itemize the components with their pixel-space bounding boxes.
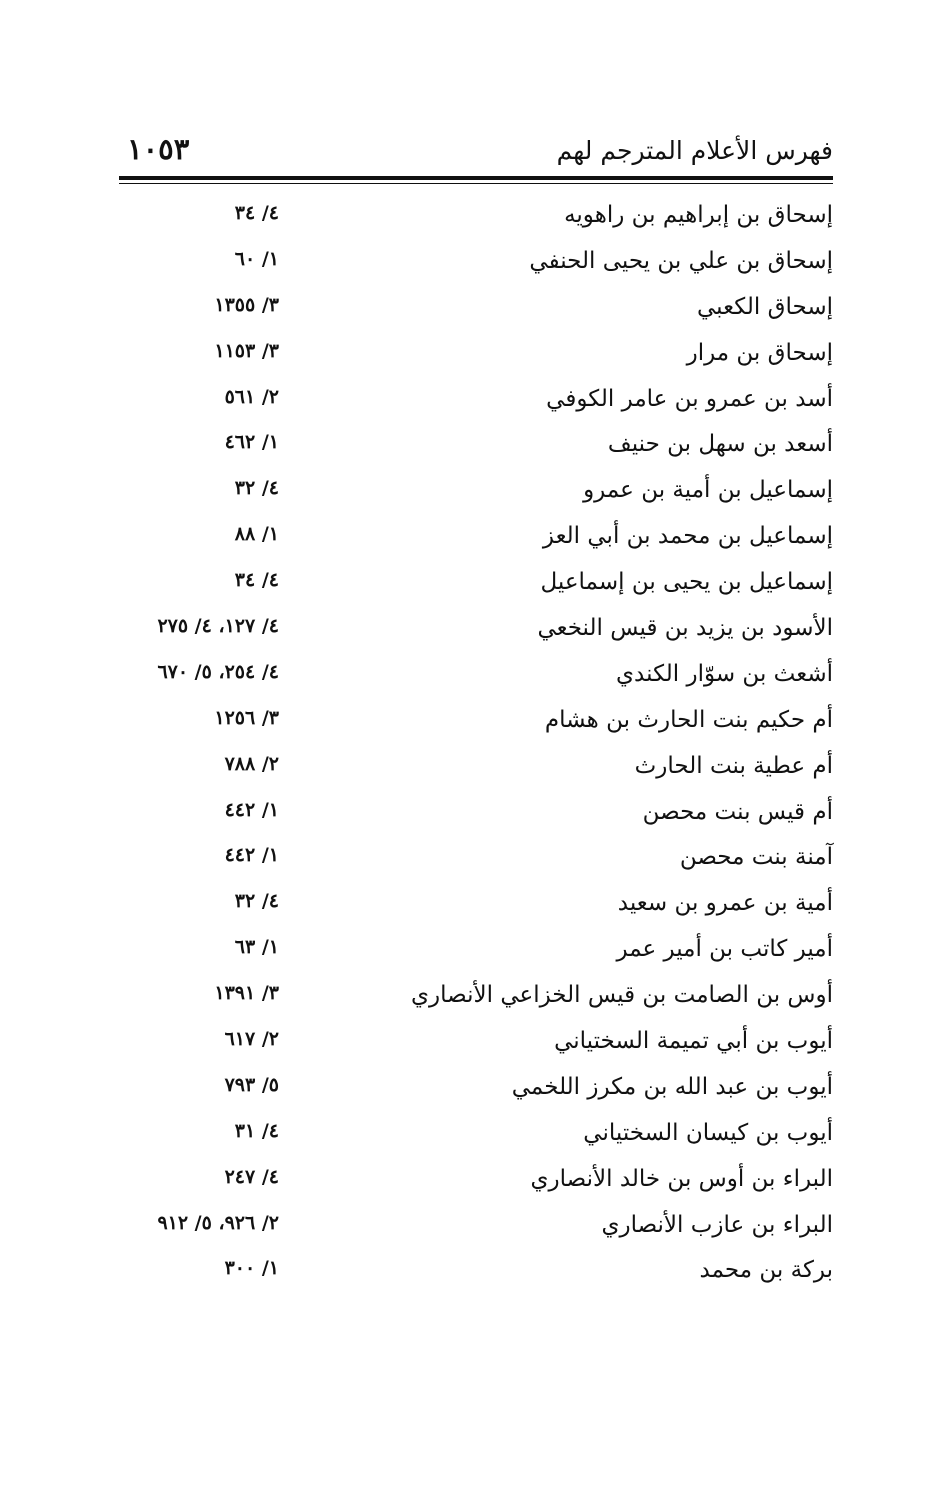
index-entry xyxy=(119,701,833,747)
index-entry xyxy=(119,747,833,793)
entry-name: أشعث بن سوّار الكندي xyxy=(616,660,833,687)
entry-name: إسماعيل بن محمد بن أبي العز xyxy=(542,523,833,550)
index-entry xyxy=(119,334,833,380)
entry-reference: ٤/ ٣٤ xyxy=(234,569,279,592)
page-header xyxy=(119,128,833,182)
entry-reference: ٢/ ٩٢٦، ٥/ ٩١٢ xyxy=(157,1211,279,1234)
entry-reference: ٤/ ٢٤٧ xyxy=(224,1165,279,1188)
entry-name: أم قيس بنت محصن xyxy=(642,798,833,825)
entry-reference: ١/ ٦٠ xyxy=(234,247,279,270)
entry-name: البراء بن عازب الأنصاري xyxy=(601,1211,833,1238)
index-entry xyxy=(119,976,833,1022)
entry-reference: ٤/ ١٢٧، ٤/ ٢٧٥ xyxy=(157,615,279,638)
entry-reference: ٢/ ٥٦١ xyxy=(224,385,279,408)
entry-reference: ٤/ ٣١ xyxy=(234,1119,279,1142)
entry-reference: ١/ ٤٤٢ xyxy=(224,844,279,867)
entry-reference: ١/ ٤٦٢ xyxy=(224,431,279,454)
entry-name: بركة بن محمد xyxy=(699,1257,833,1284)
entry-name: آمنة بنت محصن xyxy=(679,844,833,871)
entry-reference: ٣/ ١٣٩١ xyxy=(214,982,279,1005)
entry-name: الأسود بن يزيد بن قيس النخعي xyxy=(537,615,833,642)
entry-name: أمية بن عمرو بن سعيد xyxy=(617,890,833,917)
index-entry xyxy=(119,1160,833,1206)
entry-reference: ٤/ ٣٤ xyxy=(234,202,279,224)
index-entry xyxy=(119,196,833,242)
index-entry xyxy=(119,563,833,609)
header-rule-thin xyxy=(119,183,833,184)
entry-reference: ٥/ ٧٩٣ xyxy=(224,1073,279,1096)
entry-name: أيوب بن عبد الله بن مكرز اللخمي xyxy=(511,1073,833,1100)
entry-reference: ٤/ ٣٢ xyxy=(234,890,279,913)
index-entry xyxy=(119,517,833,563)
entry-reference: ١/ ٤٤٢ xyxy=(224,798,279,821)
entry-name: إسحاق الكعبي xyxy=(697,293,833,320)
entry-name: إسماعيل بن يحيى بن إسماعيل xyxy=(540,569,833,596)
index-entry xyxy=(119,1114,833,1160)
entry-reference: ٣/ ١١٥٣ xyxy=(214,339,279,362)
entry-name: إسحاق بن مرار xyxy=(686,339,833,366)
index-entry xyxy=(119,380,833,426)
entry-name: أيوب بن أبي تميمة السختياني xyxy=(554,1028,833,1055)
index-entry xyxy=(119,1022,833,1068)
entry-reference: ٤/ ٣٢ xyxy=(234,477,279,500)
index-entry xyxy=(119,242,833,288)
entry-reference: ١/ ٨٨ xyxy=(234,523,279,546)
index-entry xyxy=(119,1068,833,1114)
entry-reference: ٤/ ٢٥٤، ٥/ ٦٧٠ xyxy=(157,660,279,683)
index-entry xyxy=(119,425,833,471)
page-number: ١٠٥٣ xyxy=(127,132,190,166)
index-entry xyxy=(119,793,833,839)
index-entry xyxy=(119,930,833,976)
entry-reference: ٢/ ٦١٧ xyxy=(224,1028,279,1051)
entry-name: أوس بن الصامت بن قيس الخزاعي الأنصاري xyxy=(411,982,833,1009)
entry-reference: ٢/ ٧٨٨ xyxy=(224,752,279,775)
entry-name: أم عطية بنت الحارث xyxy=(634,752,833,779)
entry-reference: ١/ ٣٠٠ xyxy=(224,1257,279,1280)
entry-name: إسماعيل بن أمية بن عمرو xyxy=(583,477,833,504)
entry-name: أم حكيم بنت الحارث بن هشام xyxy=(544,706,833,733)
entry-name: أسد بن عمرو بن عامر الكوفي xyxy=(546,385,833,412)
entry-name: أيوب بن كيسان السختياني xyxy=(583,1119,833,1146)
index-entry xyxy=(119,655,833,701)
entry-reference: ٣/ ١٣٥٥ xyxy=(214,293,279,316)
index-entry xyxy=(119,609,833,655)
entry-name: إسحاق بن علي بن يحيى الحنفي xyxy=(529,247,833,274)
entry-reference: ٣/ ١٢٥٦ xyxy=(214,706,279,729)
entry-name: البراء بن أوس بن خالد الأنصاري xyxy=(530,1165,833,1192)
index-entry xyxy=(119,288,833,334)
entry-name: أسعد بن سهل بن حنيف xyxy=(607,431,833,458)
entry-reference: ١/ ٦٣ xyxy=(234,936,279,959)
index-entries xyxy=(119,196,833,1297)
index-entry xyxy=(119,471,833,517)
index-entry xyxy=(119,884,833,930)
index-entry xyxy=(119,1251,833,1297)
index-entry xyxy=(119,838,833,884)
running-title: فهرس الأعلام المترجم لهم xyxy=(556,136,833,165)
header-rule-thick xyxy=(119,176,833,180)
entry-name: أمير كاتب بن أمير عمر xyxy=(616,936,833,963)
entry-name: إسحاق بن إبراهيم بن راهويه xyxy=(564,202,833,228)
index-entry xyxy=(119,1206,833,1252)
